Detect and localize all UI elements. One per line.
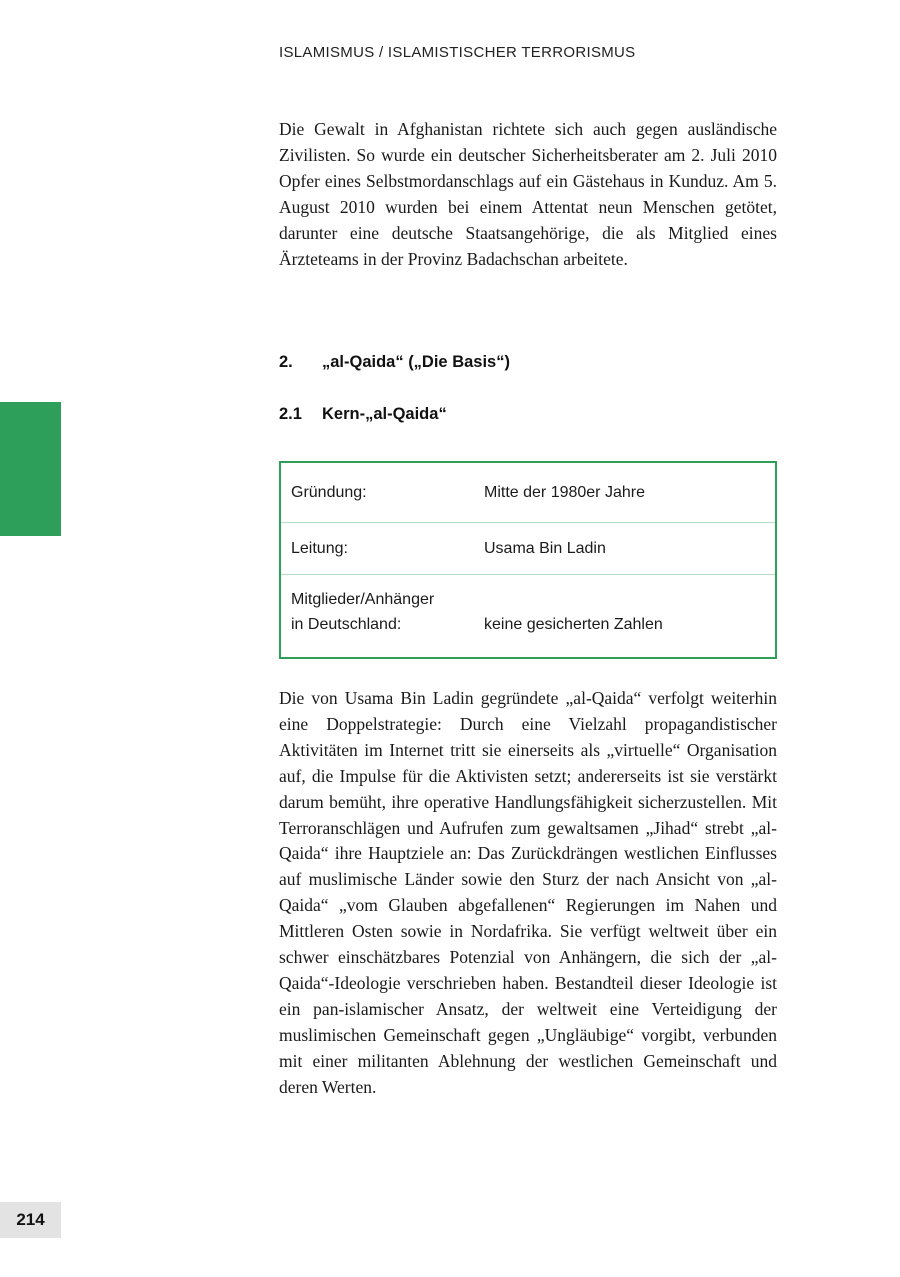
fact-row-leadership <box>281 523 775 575</box>
fact-label <box>281 540 484 558</box>
section-title: „al-Qaida“ („Die Basis“) <box>322 353 510 371</box>
subsection-number: 2.1 <box>279 405 302 423</box>
fact-label-line: in Deutschland: <box>291 616 402 633</box>
fact-label <box>281 484 484 502</box>
subsection-title: Kern-„al-Qaida“ <box>322 405 447 423</box>
running-head: ISLAMISMUS / ISLAMISTISCHER TERRORISMUS <box>279 44 636 61</box>
section-number: 2. <box>279 353 293 371</box>
fact-label-line: Mitglieder/Anhänger <box>291 591 435 608</box>
fact-label-line: Leitung: <box>291 539 348 557</box>
subsection-heading <box>279 405 447 424</box>
fact-value: keine gesicherten Zahlen <box>484 616 663 633</box>
body-paragraph-2: Die von Usama Bin Ladin gegründete „al-Qaida“ verfolgt weiterhin eine Doppelstrategie: Durch eine Vielzahl propagandistischer Aktivitäten im Internet tritt sie einerseits als „virtuelle“ Organisation auf, die Impulse für die Aktivisten setzt; andererseits ist sie verstärkt darum bemüht, ihre operative Handlungsfähigkeit sicherzustellen. Mit Terroranschlägen und Aufrufen zum gewaltsamen „Jihad“ strebt „al-Qaida“ ihre Hauptziele an: Das Zurückdrängen westlichen Einflusses auf muslimische Länder sowie den Sturz der nach Ansicht von „al-Qaida“ „vom Glauben abgefallenen“ Regierungen im Nahen und Mittleren Osten sowie in Nordafrika. Sie verfügt weltweit über ein schwer einschätzbares Potenzial von Anhängern, die sich der „al-Qaida“-Ideologie verschrieben haben. Bestandteil dieser Ideologie ist ein pan-islamischer Ansatz, der weltweit eine Verteidigung der muslimischen Gemeinschaft gegen „Ungläubige“ vorgibt, verbunden mit einer militanten Ablehnung der westlichen Gemeinschaft und deren Werten. <box>279 688 777 1097</box>
fact-label <box>281 587 484 637</box>
chapter-tab-marker <box>0 402 61 536</box>
page-number: 214 <box>0 1202 61 1238</box>
fact-row-members <box>281 575 775 657</box>
fact-box-table <box>279 461 777 659</box>
section-heading <box>279 353 510 372</box>
fact-value: Usama Bin Ladin <box>484 539 606 557</box>
fact-value: Mitte der 1980er Jahre <box>484 483 645 501</box>
fact-label-line: Gründung: <box>291 483 367 501</box>
fact-row-founding <box>281 463 775 523</box>
body-paragraph-1: Die Gewalt in Afghanistan richtete sich auch gegen ausländische Zivilisten. So wurde ein deutscher Sicherheitsberater am 2. Juli 2010 Opfer eines Selbstmordanschlags auf ein Gästehaus in Kunduz. Am 5. August 2010 wurden bei einem Attentat neun Menschen getötet, darunter eine deutsche Staatsangehörige, die als Mitglied eines Ärzteteams in der Provinz Badachschan arbeitete. <box>279 119 777 269</box>
